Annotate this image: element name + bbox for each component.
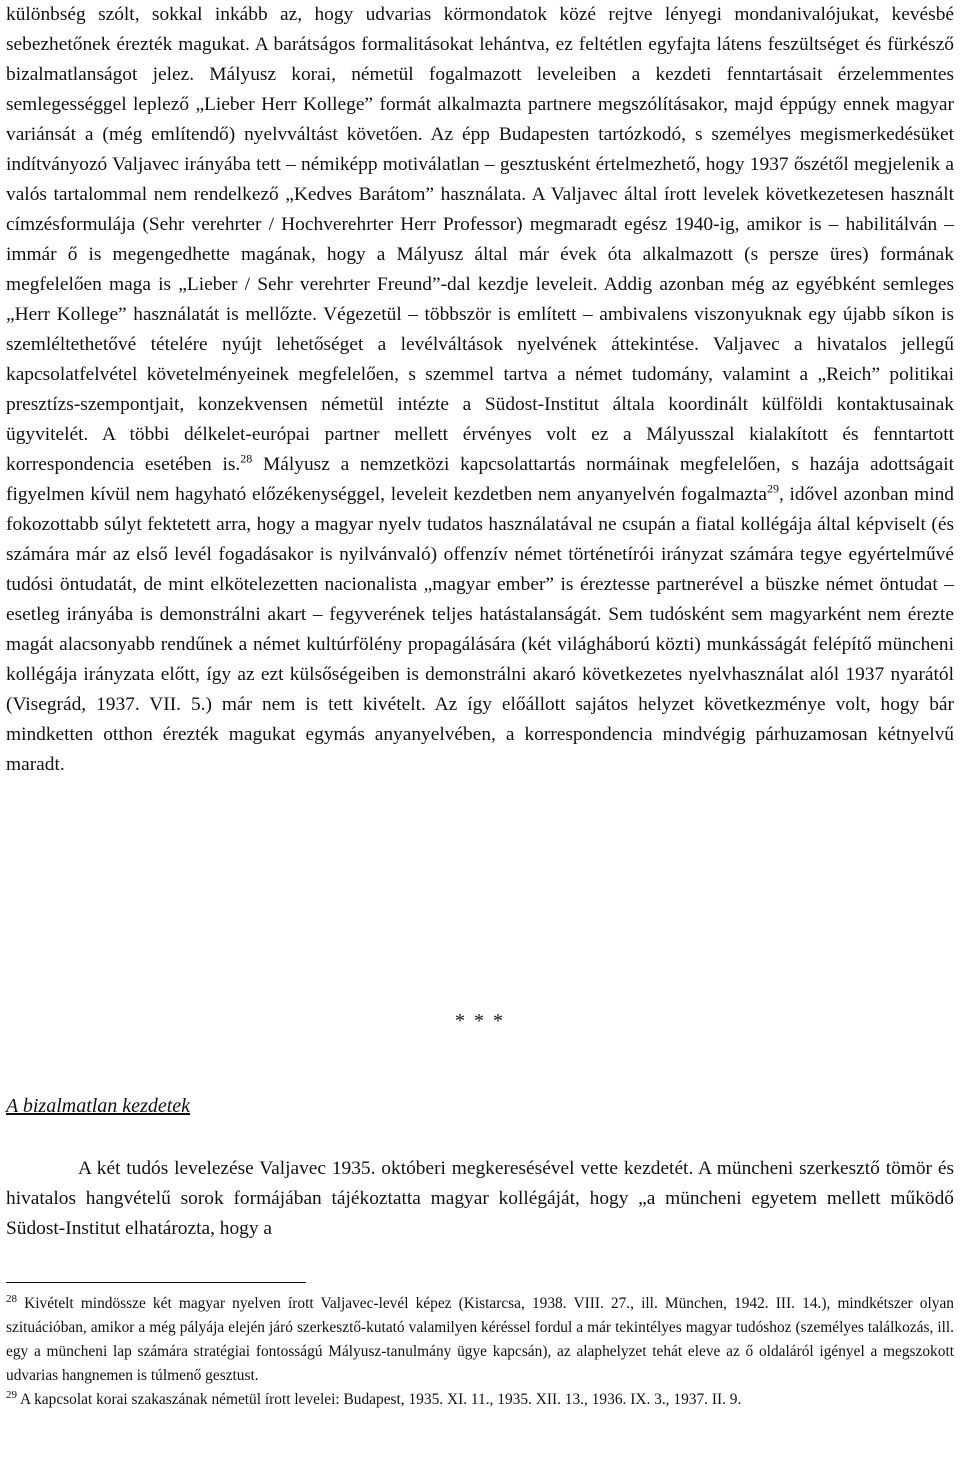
footnote-divider — [6, 1282, 306, 1283]
body-paragraph — [6, 0, 954, 780]
footnote-number: 29 — [6, 1388, 17, 1401]
paragraph-text-part-1: különbség szólt, sokkal inkább az, hogy udvarias körmondatok közé rejtve lényegi mondanivalójukat, kevésbé sebezhetőnek érezték magukat. A barátságos formalitásokat lehántva, ez feltétlen egyfajta látens feszültséget és fürkésző bizalmatlanságot jelez. Mályusz korai, németül fogalmazott leveleiben a kezdeti fenntartásait érzelemmentes semlegességgel leplező „Lieber Herr Kollege” formát alkalmazta partnere megszólításakor, majd éppúgy ennek magyar variánsát a (még említendő) nyelvváltást követően. Az épp Budapesten tartózkodó, s személyes megismerkedésüket indítványozó Valjavec irányába tett – némiképp motiválatlan – gesztusként értelmezhető, hogy 1937 őszétől megjelenik a valós tartalommal nem rendelkező „Kedves Barátom” használata. A Valjavec által írott levelek következetesen használt címzésformulája (Sehr verehrter / Hochverehrter Herr Professor) megmaradt egész 1940-ig, amikor is – habilitálván – immár ő is megengedhette magának, hogy a Mályusz által már évek óta alkalmazott (s persze üres) formának megfelelően maga is „Lieber / Sehr verehrter Freund”-dal kezdje leveleit. Addig azonban még az egyébként semleges „Herr Kollege” használatát is mellőzte. Végezetül – többször is említett – ambivalens viszonyuknak egy újabb síkon is szemléltethetővé tételére nyújt lehetőséget a levélváltások nyelvének áttekintése. Valjavec a hivatalos jellegű kapcsolatfelvétel követelményeinek megfelelően, s szemmel tartva a német tudomány, valamint a „Reich” politikai presztízs-szempontjait, konzekvensen németül intézte a Südost-Institut általa koordinált külföldi kontaktusainak ügyvitelét. A többi délkelet-európai partner mellett érvényes volt ez a Mályusszal kialakított és fenntartott korrespondencia esetében is. — [6, 4, 954, 475]
footnote-28 — [6, 1292, 954, 1388]
footnote-ref-28[interactable]: 28 — [240, 451, 253, 466]
footnote-ref-29[interactable]: 29 — [766, 481, 779, 496]
section-title: A bizalmatlan kezdetek — [6, 1095, 191, 1117]
document-page — [6, 0, 954, 1408]
footnote-29 — [6, 1388, 954, 1412]
intro-paragraph: A két tudós levelezése Valjavec 1935. októberi megkeresésével vette kezdetét. A müncheni szerkesztő tömör és hivatalos hangvételű sorok formájában tájékoztatta magyar kollégáját, hogy „a müncheni egyetem mellett működő Südost-Institut elhatározta, hogy a — [6, 1158, 954, 1239]
footnote-text: A kapcsolat korai szakaszának németül írott levelei: Budapest, 1935. XI. 11., 1935. XII. 13., 1936. IX. 3., 1937. II. 9. — [17, 1391, 742, 1408]
paragraph-text-part-3: , idővel azonban mind fokozottabb súlyt fektetett arra, hogy a magyar nyelv tudatos használatával ne csupán a fiatal kollégája által képviselt (és számára már az első levél fogadásakor is nyilvánvaló) offenzív német történetírói irányzat számára tegye egyértelművé tudósi öntudatát, de mint elkötelezetten nacionalista „magyar ember” is éreztesse partnerével a büszke német öntudat – esetleg irányába is demonstrálni akart – fegyverének teljes hatástalanságát. Sem tudósként sem magyarként nem érezte magát alacsonyabb rendűnek a német kultúrfölény propagálására (két világháború közti) munkásságát felépítő müncheni kollégája irányzata előtt, így az ezt külsőségeiben is demonstrálni akaró következetes nyelvhasználat alól 1937 nyarától (Visegrád, 1937. VII. 5.) már nem is tett kivételt. Az így előállott sajátos helyzet következménye volt, hogy bár mindketten otthon érezték magukat egymás anyanyelvében, a korrespondencia mindvégig párhuzamosan kétnyelvű maradt. — [6, 484, 954, 775]
paragraph-text-part-2: Mályusz a nemzetközi kapcsolattartás normáinak megfelelően, s hazája adottságait figyelmen kívül nem hagyható előzékenységgel, leveleit kezdetben nem anyanyelvén fogalmazta — [6, 454, 954, 505]
intro-block — [6, 1154, 954, 1244]
footnote-text: Kivételt mindössze két magyar nyelven írott Valjavec-levél képez (Kistarcsa, 1938. VIII. 27., ill. München, 1942. III. 14.), mindkétszer olyan szituációban, amikor a még pályája elején járó szerkesztő-kutató valamilyen kéréssel fordul a már tekintélyes magyar tudóshoz (személyes találkozás, ill. egy a müncheni lap számára stratégiai fontosságú Mályusz-tanulmány ügye kapcsán), az alaphelyzet tehát eleve az ő oldaláról igényel a megszokott udvarias hangnemen is túlmenő gesztust. — [6, 1295, 954, 1384]
footnotes-section — [6, 1292, 954, 1412]
footnote-number: 28 — [6, 1292, 17, 1305]
section-separator: * * * — [455, 1010, 505, 1032]
